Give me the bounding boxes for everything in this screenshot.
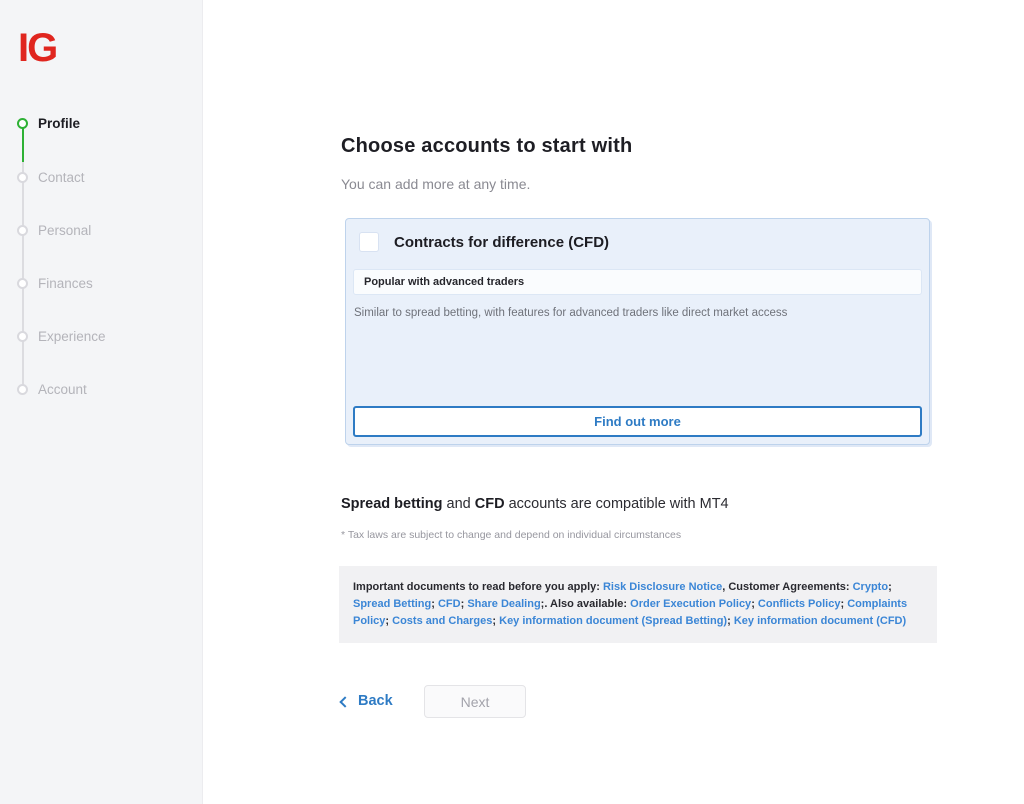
doc-link-conflicts-policy[interactable]: Conflicts Policy — [757, 598, 841, 611]
compat-text: accounts are compatible with MT4 — [504, 496, 729, 512]
doc-link-share-dealing[interactable]: Share Dealing — [467, 598, 541, 611]
stepper-item-experience[interactable] — [17, 328, 106, 344]
compat-text: and — [442, 496, 475, 512]
compatibility-note — [341, 496, 729, 512]
cfd-account-card — [345, 218, 930, 445]
stepper-item-personal[interactable] — [17, 222, 91, 238]
doc-text: ; — [385, 615, 393, 628]
cfd-popularity-badge: Popular with advanced traders — [353, 269, 922, 295]
doc-text: ; — [840, 598, 848, 611]
cfd-card-header — [353, 233, 922, 251]
cfd-checkbox[interactable] — [360, 233, 378, 251]
doc-text: ;. Also available: — [540, 598, 631, 611]
step-label: Experience — [38, 328, 106, 344]
stepper-connector-line — [22, 123, 24, 389]
page-subtitle: You can add more at any time. — [341, 176, 531, 192]
stepper-progress-line — [22, 126, 24, 162]
doc-link-crypto[interactable]: Crypto — [852, 581, 889, 593]
doc-link-risk-disclosure-notice[interactable]: Risk Disclosure Notice — [602, 581, 723, 593]
step-circle-icon — [17, 384, 28, 395]
doc-link-order-execution-policy[interactable]: Order Execution Policy — [630, 598, 752, 611]
doc-link-costs-and-charges[interactable]: Costs and Charges — [392, 615, 493, 628]
doc-text: ; — [492, 615, 500, 628]
step-circle-icon — [17, 172, 28, 183]
step-label: Contact — [38, 169, 85, 185]
doc-link-kid-cfd[interactable]: Key information document (CFD) — [733, 615, 907, 628]
doc-text: ; — [751, 598, 758, 611]
step-label: Account — [38, 381, 87, 397]
chevron-left-icon — [339, 696, 350, 707]
cfd-description: Similar to spread betting, with features for advanced traders like direct market access — [354, 307, 788, 319]
step-circle-icon — [17, 225, 28, 236]
step-label: Personal — [38, 222, 92, 238]
doc-text: ; — [888, 581, 892, 593]
compat-bold-cfd: CFD — [474, 496, 505, 512]
step-label: Finances — [38, 275, 93, 291]
sidebar — [0, 0, 203, 804]
tax-footnote: * Tax laws are subject to change and depend on individual circumstances — [341, 529, 682, 541]
step-label: Profile — [38, 115, 81, 131]
cfd-card-title: Contracts for difference (CFD) — [394, 233, 610, 251]
stepper-item-account[interactable] — [17, 381, 87, 397]
important-documents-box — [339, 566, 937, 643]
next-button[interactable]: Next — [424, 685, 526, 718]
step-circle-icon — [17, 118, 28, 129]
find-out-more-button[interactable]: Find out more — [353, 406, 922, 437]
doc-link-complaints-policy[interactable]: Complaints Policy — [353, 598, 908, 628]
doc-link-cfd[interactable]: CFD — [437, 598, 461, 611]
back-button[interactable] — [341, 693, 393, 709]
doc-text: ; — [431, 598, 438, 611]
step-circle-icon — [17, 278, 28, 289]
stepper-item-profile[interactable] — [17, 115, 80, 131]
ig-logo: IG — [18, 26, 57, 70]
stepper-item-finances[interactable] — [17, 275, 93, 291]
back-label: Back — [358, 693, 393, 709]
doc-text: Important documents to read before you apply: — [353, 581, 603, 593]
doc-link-kid-spread-betting[interactable]: Key information document (Spread Betting) — [499, 615, 728, 628]
doc-text: , Customer Agreements: — [722, 581, 853, 593]
page-title: Choose accounts to start with — [341, 135, 633, 157]
doc-link-spread-betting[interactable]: Spread Betting — [353, 598, 432, 611]
main-content — [341, 0, 941, 804]
doc-text: ; — [460, 598, 468, 611]
stepper-item-contact[interactable] — [17, 169, 85, 185]
doc-text: ; — [727, 615, 734, 628]
step-circle-icon — [17, 331, 28, 342]
compat-bold-spread-betting: Spread betting — [341, 496, 443, 512]
